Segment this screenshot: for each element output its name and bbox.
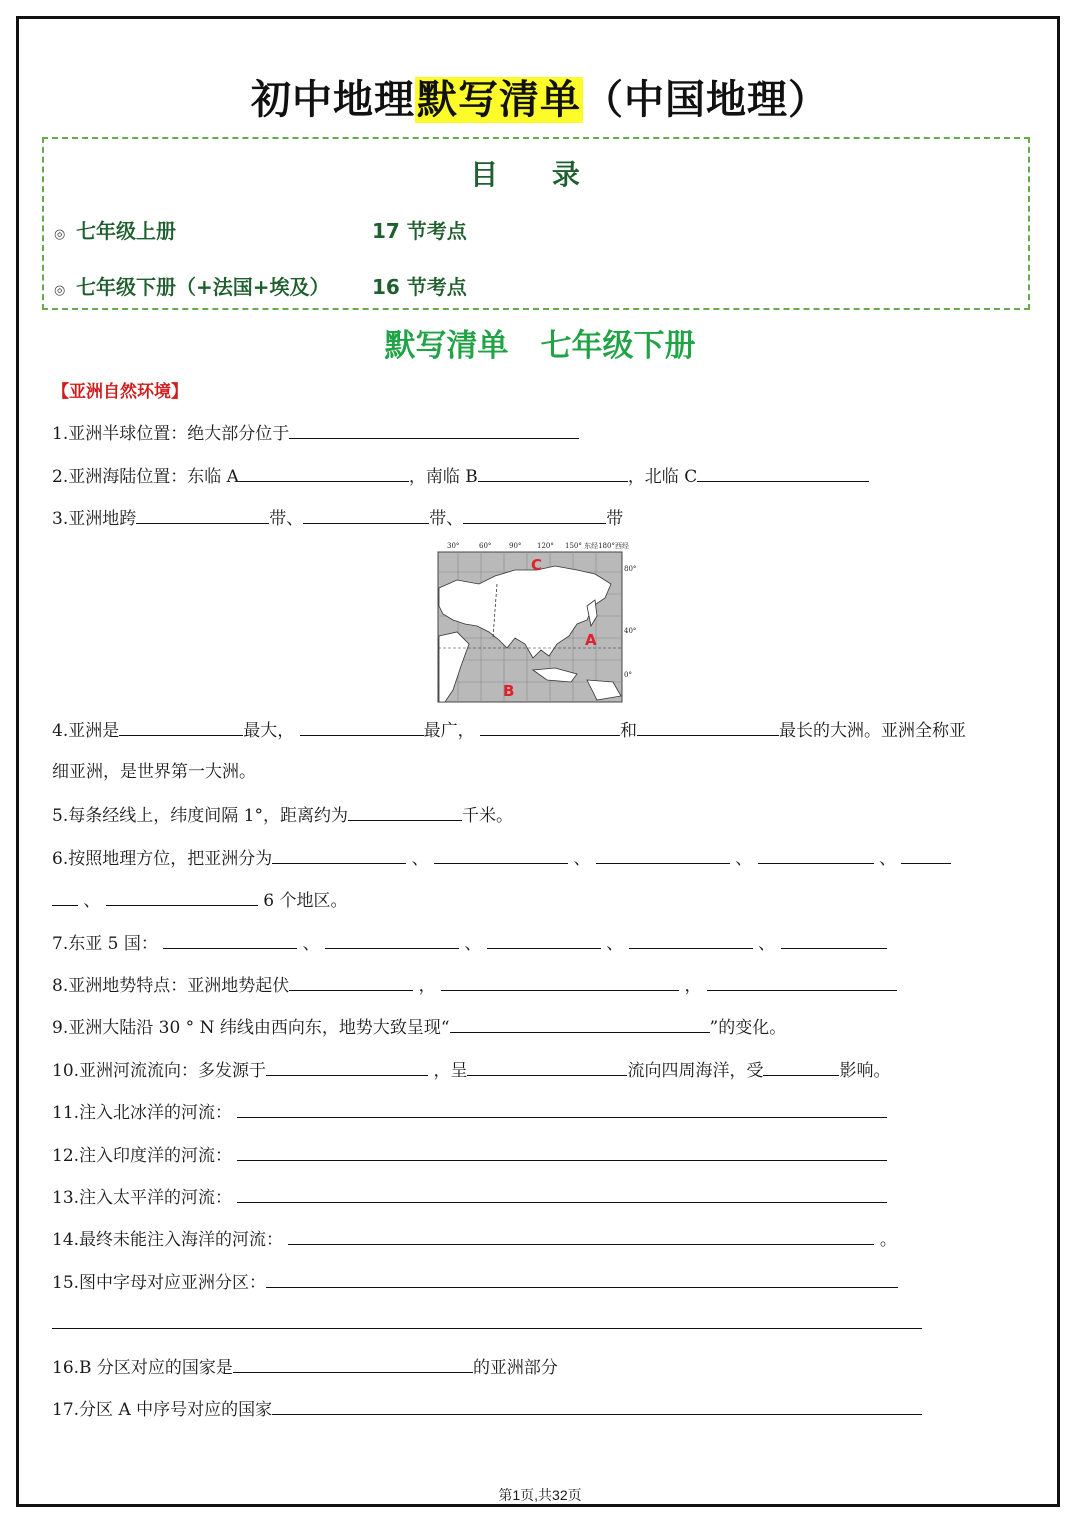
question-text: 千米。 xyxy=(461,806,513,826)
answer-blank[interactable] xyxy=(480,717,620,736)
map-longitude-label: 90° xyxy=(509,542,522,550)
map-latitude-label: 40° xyxy=(624,627,637,635)
question-text: 和 xyxy=(620,721,638,741)
question-text: 带、 xyxy=(429,509,464,529)
question-15-continued xyxy=(52,1310,922,1336)
question-text: ，南临 B xyxy=(408,467,478,487)
bullet-icon: ◎ xyxy=(54,227,66,242)
question-text: 17.分区 A 中序号对应的国家 xyxy=(52,1400,273,1420)
answer-blank[interactable] xyxy=(163,930,297,949)
answer-blank[interactable] xyxy=(289,972,413,991)
answer-blank[interactable] xyxy=(300,717,424,736)
answer-blank[interactable] xyxy=(289,420,579,439)
separator: 、 xyxy=(573,849,591,869)
answer-blank[interactable] xyxy=(637,717,779,736)
answer-blank[interactable] xyxy=(781,930,887,949)
question-4 xyxy=(52,717,966,743)
answer-blank[interactable] xyxy=(136,505,269,524)
question-text: ，呈 xyxy=(433,1061,468,1081)
map-longitude-label: 60° xyxy=(479,542,492,550)
question-4-continued: 细亚洲，是世界第一大洲。 xyxy=(52,762,256,782)
question-6-continued xyxy=(52,887,347,913)
answer-blank[interactable] xyxy=(52,887,78,906)
toc-item-count: 16 节考点 xyxy=(372,275,467,299)
separator: 、 xyxy=(879,849,897,869)
answer-blank[interactable] xyxy=(239,463,409,482)
bullet-icon: ◎ xyxy=(54,283,66,298)
toc-item[interactable] xyxy=(54,271,467,300)
separator: 、 xyxy=(302,934,320,954)
answer-blank[interactable] xyxy=(288,1226,874,1245)
section-title xyxy=(0,320,1080,365)
answer-blank[interactable] xyxy=(487,930,601,949)
question-1 xyxy=(52,420,579,446)
toc-heading: 目 录 xyxy=(470,158,602,191)
question-text: 13.注入太平洋的河流： xyxy=(52,1188,233,1208)
question-text: 的亚洲部分 xyxy=(472,1358,558,1378)
answer-blank[interactable] xyxy=(233,1354,473,1373)
question-text: 最广， xyxy=(423,721,475,741)
answer-blank[interactable] xyxy=(463,505,606,524)
question-text: 流向四周海洋，受 xyxy=(627,1061,764,1081)
answer-blank[interactable] xyxy=(237,1184,887,1203)
answer-blank[interactable] xyxy=(325,930,459,949)
separator: ， xyxy=(418,976,436,996)
question-text: 14.最终未能注入海洋的河流： xyxy=(52,1230,284,1250)
map-letter-a: A xyxy=(585,631,597,649)
topic-heading: 【亚洲自然环境】 xyxy=(52,382,188,402)
question-text: 11.注入北冰洋的河流： xyxy=(52,1103,233,1123)
question-text: ，北临 C xyxy=(627,467,698,487)
answer-blank[interactable] xyxy=(303,505,429,524)
page-title xyxy=(0,68,1080,125)
answer-blank[interactable] xyxy=(697,463,869,482)
answer-blank[interactable] xyxy=(450,1014,710,1033)
question-text: 15.图中字母对应亚洲分区： xyxy=(52,1273,267,1293)
question-16 xyxy=(52,1354,558,1380)
question-text: 6.按照地理方位，把亚洲分为 xyxy=(52,849,273,869)
question-17 xyxy=(52,1396,922,1422)
separator: 。 xyxy=(879,1230,897,1250)
question-text: 3.亚洲地跨 xyxy=(52,509,137,529)
question-text: ”的变化。 xyxy=(709,1018,787,1038)
answer-blank[interactable] xyxy=(237,1099,887,1118)
question-2 xyxy=(52,463,869,489)
answer-blank[interactable] xyxy=(119,717,243,736)
toc-item-label: 七年级下册（+法国+埃及） xyxy=(76,275,330,299)
question-10 xyxy=(52,1057,890,1083)
answer-blank[interactable] xyxy=(629,930,753,949)
asia-map xyxy=(437,540,637,705)
separator: 、 xyxy=(83,891,101,911)
question-7 xyxy=(52,930,887,956)
question-8 xyxy=(52,972,897,998)
map-latitude-label: 80° xyxy=(624,565,637,573)
toc-item-label: 七年级上册 xyxy=(76,219,176,243)
question-6 xyxy=(52,845,951,871)
answer-blank[interactable] xyxy=(237,1142,887,1161)
title-part2: （中国地理） xyxy=(583,77,829,123)
question-text: 最大， xyxy=(243,721,295,741)
question-text: 7.东亚 5 国： xyxy=(52,934,158,954)
answer-blank[interactable] xyxy=(707,972,897,991)
answer-blank[interactable] xyxy=(434,845,568,864)
question-text: 16.B 分区对应的国家是 xyxy=(52,1358,233,1378)
question-12 xyxy=(52,1142,887,1168)
answer-blank[interactable] xyxy=(763,1057,839,1076)
answer-blank[interactable] xyxy=(467,1057,627,1076)
question-text: 10.亚洲河流流向：多发源于 xyxy=(52,1061,267,1081)
question-3 xyxy=(52,505,623,531)
answer-blank[interactable] xyxy=(441,972,679,991)
toc-item[interactable] xyxy=(54,215,467,244)
answer-blank[interactable] xyxy=(106,887,258,906)
answer-blank[interactable] xyxy=(272,1396,922,1415)
question-text: 4.亚洲是 xyxy=(52,721,120,741)
table-of-contents xyxy=(42,137,1030,310)
separator: ， xyxy=(684,976,702,996)
answer-blank[interactable] xyxy=(596,845,730,864)
answer-blank[interactable] xyxy=(758,845,874,864)
answer-blank[interactable] xyxy=(266,1057,428,1076)
section-title-right: 七年级下册 xyxy=(540,328,696,364)
question-text: 带、 xyxy=(269,509,304,529)
separator: 、 xyxy=(606,934,624,954)
separator: 、 xyxy=(735,849,753,869)
answer-blank[interactable] xyxy=(52,1310,922,1329)
answer-blank[interactable] xyxy=(266,1269,898,1288)
question-text: 带 xyxy=(606,509,624,529)
question-text: 9.亚洲大陆沿 30 ° N 纬线由西向东，地势大致呈现“ xyxy=(52,1018,450,1038)
separator: 、 xyxy=(411,849,429,869)
map-longitude-label: 150° 东经180°西经 xyxy=(565,542,629,550)
question-9 xyxy=(52,1014,786,1040)
title-part1: 初中地理 xyxy=(251,77,415,123)
question-13 xyxy=(52,1184,887,1210)
title-highlight: 默写清单 xyxy=(417,77,581,123)
toc-item-count: 17 节考点 xyxy=(372,219,467,243)
page-number: 第1页,共32页 xyxy=(498,1487,582,1503)
question-text: 2.亚洲海陆位置：东临 A xyxy=(52,467,239,487)
map-latitude-label: 0° xyxy=(624,671,632,679)
separator: 、 xyxy=(758,934,776,954)
map-letter-c: C xyxy=(531,556,543,574)
question-text: 8.亚洲地势特点：亚洲地势起伏 xyxy=(52,976,290,996)
question-text: 6 个地区。 xyxy=(263,891,348,911)
section-title-left: 默写清单 xyxy=(384,328,509,364)
question-text: 5.每条经线上，纬度间隔 1°，距离约为 xyxy=(52,806,348,826)
answer-blank[interactable] xyxy=(348,802,462,821)
question-text: 最长的大洲。亚洲全称亚 xyxy=(779,721,967,741)
question-14 xyxy=(52,1226,897,1252)
question-text: 影响。 xyxy=(839,1061,891,1081)
question-text: 1.亚洲半球位置：绝大部分位于 xyxy=(52,424,290,444)
answer-blank[interactable] xyxy=(272,845,406,864)
map-letter-b: B xyxy=(503,682,515,700)
question-text: 12.注入印度洋的河流： xyxy=(52,1146,233,1166)
map-longitude-label: 30° xyxy=(447,542,460,550)
answer-blank[interactable] xyxy=(478,463,628,482)
separator: 、 xyxy=(464,934,482,954)
map-longitude-label: 120° xyxy=(537,542,554,550)
question-11 xyxy=(52,1099,887,1125)
answer-blank[interactable] xyxy=(901,845,951,864)
question-15 xyxy=(52,1269,898,1295)
question-5 xyxy=(52,802,513,828)
